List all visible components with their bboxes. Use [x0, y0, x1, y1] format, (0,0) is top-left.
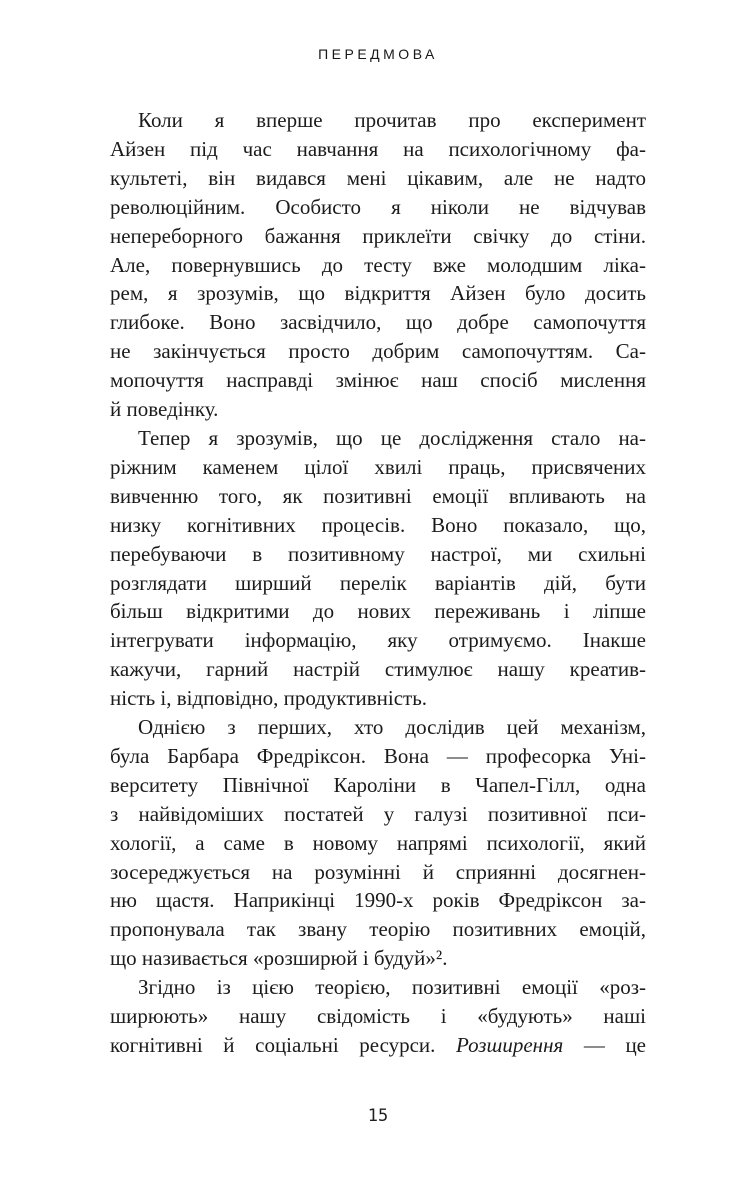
text-line	[110, 251, 646, 280]
text-segment: верситету Північної Кароліни в Чапел-Гілл, одна	[110, 772, 646, 797]
text-line	[110, 858, 646, 887]
text-segment: Айзен під час навчання на психологічному фа-	[110, 136, 646, 161]
text-segment: Згідно із цією теорією, позитивні емоції «роз-	[138, 975, 646, 1000]
text-segment: — це	[563, 1033, 646, 1057]
text-segment: культеті, він видався мені цікавим, але не надто	[110, 165, 646, 190]
text-segment: розглядати ширший перелік варіантів дій, бути	[110, 570, 646, 595]
text-line	[110, 886, 646, 915]
text-segment: була Барбара Фредріксон. Вона — професорка Уні-	[110, 743, 646, 768]
text-line	[110, 164, 646, 193]
text-segment: перебуваючи в позитивному настрої, ми схильні	[110, 541, 646, 566]
text-segment: революційним. Особисто я ніколи не відчував	[110, 194, 646, 219]
text-line	[110, 915, 646, 944]
paragraph	[110, 106, 646, 424]
paragraph	[110, 424, 646, 713]
text-line	[110, 337, 646, 366]
text-line	[110, 482, 646, 511]
text-line	[110, 829, 646, 858]
text-line	[110, 395, 646, 424]
text-line	[110, 800, 646, 829]
text-segment: мопочуття насправді змінює наш спосіб мислення	[110, 368, 646, 393]
text-segment: непереборного бажання приклеїти свічку до стіни.	[110, 223, 646, 248]
text-segment: що називається «розширюй і будуй»².	[110, 946, 448, 971]
text-line	[110, 453, 646, 482]
italic-text-segment: Розширення	[456, 1033, 564, 1057]
text-segment: кажучи, гарний настрій стимулює нашу креатив-	[110, 657, 646, 682]
text-segment: Коли я вперше прочитав про експеримент	[138, 108, 646, 132]
text-line	[110, 713, 646, 742]
text-line	[110, 308, 646, 337]
text-segment: Однією з перших, хто дослідив цей механізм,	[138, 715, 646, 740]
text-line	[110, 106, 646, 135]
text-segment: пропонувала так звану теорію позитивних емоцій,	[110, 917, 646, 942]
text-line	[110, 366, 646, 395]
text-segment: не закінчується просто добрим самопочуттям. Са-	[110, 339, 646, 364]
text-segment: когнітивні й соціальні ресурси.	[110, 1033, 457, 1057]
text-line	[110, 1031, 646, 1060]
text-line	[110, 193, 646, 222]
paragraph	[110, 973, 646, 1060]
text-line	[110, 771, 646, 800]
text-line	[110, 626, 646, 655]
text-segment: з найвідоміших постатей у галузі позитивної пси-	[110, 801, 646, 826]
text-segment: вивченню того, як позитивні емоції впливають на	[110, 483, 646, 508]
text-segment: й поведінку.	[110, 397, 219, 422]
paragraph	[110, 713, 646, 973]
text-segment: рем, я зрозумів, що відкриття Айзен було досить	[110, 281, 646, 306]
text-segment: інтегрувати інформацію, яку отримуємо. Інакше	[110, 628, 646, 653]
text-line	[110, 684, 646, 713]
text-line	[110, 944, 646, 973]
text-line	[110, 424, 646, 453]
text-segment: ність і, відповідно, продуктивність.	[110, 686, 428, 711]
text-line	[110, 1002, 646, 1031]
text-segment: ріжним каменем цілої хвилі праць, присвячених	[110, 454, 646, 479]
text-segment: Але, повернувшись до тесту вже молодшим ліка-	[110, 252, 646, 277]
page-number: 15	[367, 1106, 389, 1126]
text-segment: хології, а саме в новому напрямі психології, який	[110, 830, 646, 855]
text-line	[110, 973, 646, 1002]
text-line	[110, 511, 646, 540]
text-line	[110, 742, 646, 771]
text-line	[110, 655, 646, 684]
text-line	[110, 540, 646, 569]
text-line	[110, 135, 646, 164]
text-line	[110, 279, 646, 308]
text-segment: більш відкритими до нових переживань і ліпше	[110, 599, 646, 624]
text-segment: низку когнітивних процесів. Воно показало, що,	[110, 512, 646, 537]
text-segment: ширюють» нашу свідомість і «будують» наші	[110, 1004, 646, 1029]
text-segment: зосереджується на розумінні й сприянні досягнен-	[110, 859, 646, 884]
text-line	[110, 569, 646, 598]
text-segment: Тепер я зрозумів, що це дослідження стало на-	[138, 425, 646, 450]
chapter-header: ПЕРЕДМОВА	[318, 46, 438, 62]
text-segment: глибоке. Воно засвідчило, що добре самопочуття	[110, 310, 646, 335]
body-text	[110, 106, 646, 1060]
text-line	[110, 597, 646, 626]
text-segment: ню щастя. Наприкінці 1990-х років Фредріксон за-	[110, 888, 646, 913]
text-line	[110, 222, 646, 251]
